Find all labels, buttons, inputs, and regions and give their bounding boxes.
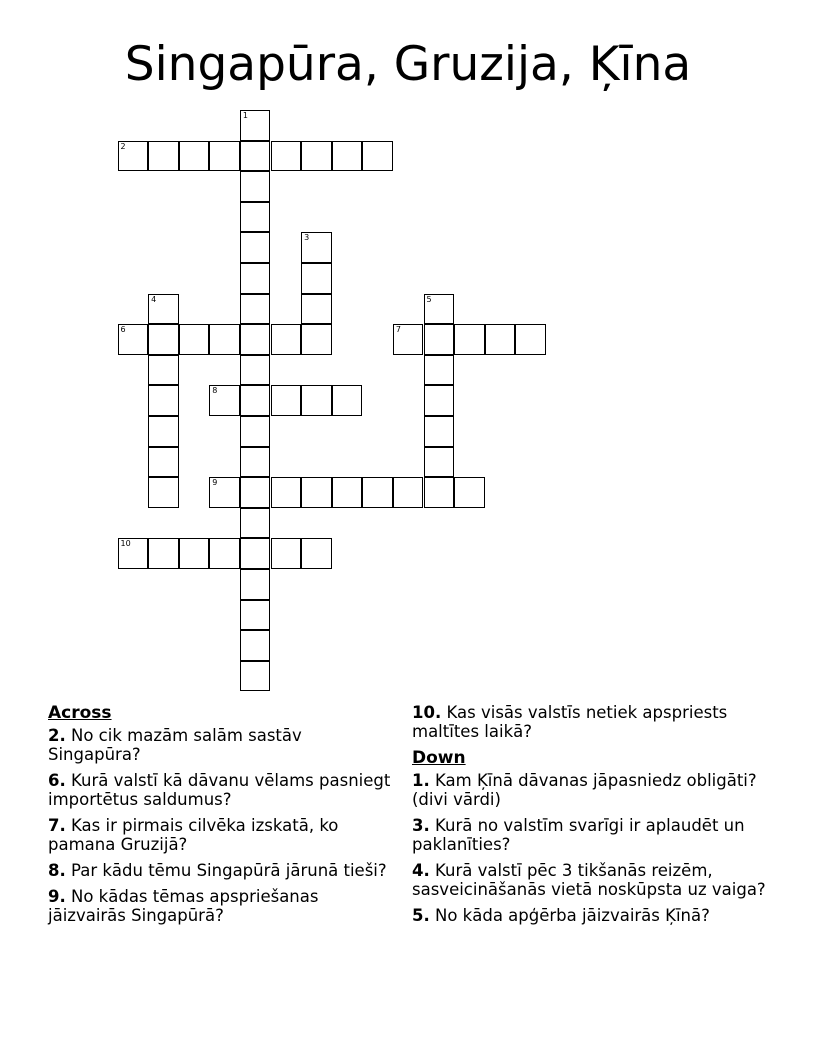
cell-number: 9 (212, 478, 218, 488)
grid-cell[interactable] (240, 171, 271, 202)
puzzle-title: Singapūra, Gruzija, Ķīna (124, 37, 692, 92)
cell-number: 2 (120, 141, 126, 151)
grid-cell[interactable] (148, 477, 179, 508)
clue-number: 9. (48, 887, 66, 906)
clue-text: Par kādu tēmu Singapūrā jārunā tieši? (71, 861, 387, 880)
grid-cell[interactable] (240, 232, 271, 263)
grid-cell[interactable] (424, 294, 455, 325)
grid-cell[interactable] (301, 324, 332, 355)
clue-across-7 (48, 816, 393, 854)
grid-cell[interactable] (332, 141, 363, 172)
grid-cell[interactable] (271, 324, 302, 355)
clue-number: 8. (48, 861, 66, 880)
grid-cell[interactable] (301, 232, 332, 263)
grid-cell[interactable] (148, 538, 179, 569)
grid-cell[interactable] (240, 324, 271, 355)
grid-cell[interactable] (209, 324, 240, 355)
grid-cell[interactable] (209, 141, 240, 172)
cell-number: 1 (242, 111, 248, 120)
grid-cell[interactable] (148, 324, 179, 355)
grid-cell[interactable] (209, 477, 240, 508)
clue-down-4 (412, 861, 772, 899)
clue-text: Kurā no valstīm svarīgi ir aplaudēt un paklanīties? (412, 816, 745, 854)
cell-number: 5 (426, 294, 432, 304)
grid-cell[interactable] (454, 477, 485, 508)
grid-cell[interactable] (209, 385, 240, 416)
grid-cell[interactable] (271, 477, 302, 508)
grid-cell[interactable] (240, 202, 271, 233)
grid-cell[interactable] (240, 538, 271, 569)
cell-number: 3 (304, 233, 310, 243)
clue-number: 2. (48, 726, 66, 745)
grid-cell[interactable] (424, 385, 455, 416)
cell-number: 6 (120, 325, 126, 335)
grid-cell[interactable] (271, 538, 302, 569)
clue-text: No kāda apģērba jāizvairās Ķīnā? (435, 906, 710, 925)
grid-cell[interactable] (118, 538, 149, 569)
clue-number: 7. (48, 816, 66, 835)
clue-number: 5. (412, 906, 430, 925)
clue-down-5 (412, 906, 772, 925)
grid-cell[interactable] (240, 141, 271, 172)
cell-number: 7 (395, 325, 401, 335)
across-heading: Across (48, 703, 112, 723)
grid-cell[interactable] (148, 416, 179, 447)
clue-number: 3. (412, 816, 430, 835)
grid-cell[interactable] (148, 141, 179, 172)
clue-text: Kurā valstī pēc 3 tikšanās reizēm, sasveicināšanās vietā noskūpsta uz vaiga? (412, 861, 766, 899)
grid-cell[interactable] (301, 538, 332, 569)
cell-number: 10 (120, 539, 131, 549)
grid-cell[interactable] (240, 661, 271, 692)
cell-number: 4 (151, 294, 157, 304)
clue-text: Kas ir pirmais cilvēka izskatā, ko pamana Gruzijā? (48, 816, 339, 854)
clue-number: 4. (412, 861, 430, 880)
clue-across-10 (412, 703, 772, 741)
grid-cell[interactable] (240, 508, 271, 539)
grid-cell[interactable] (179, 141, 210, 172)
grid-cell[interactable] (118, 324, 149, 355)
grid-cell[interactable] (240, 569, 271, 600)
grid-cell[interactable] (332, 385, 363, 416)
grid-cell[interactable] (148, 385, 179, 416)
grid-cell[interactable] (424, 447, 455, 478)
grid-cell[interactable] (240, 355, 271, 386)
clues-column-right (412, 703, 772, 932)
grid-cell[interactable] (179, 324, 210, 355)
clue-number: 10. (412, 703, 442, 722)
clue-text: Kas visās valstīs netiek apspriests maltītes laikā? (412, 703, 728, 741)
grid-cell[interactable] (148, 294, 179, 325)
clue-number: 6. (48, 771, 66, 790)
grid-cell[interactable] (240, 416, 271, 447)
clue-across-6 (48, 771, 393, 809)
grid-cell[interactable] (240, 477, 271, 508)
clue-down-1 (412, 771, 772, 809)
clue-text: No kādas tēmas apspriešanas jāizvairās Singapūrā? (48, 887, 319, 925)
grid-cell[interactable] (240, 630, 271, 661)
grid-cell[interactable] (301, 263, 332, 294)
grid-cell[interactable] (301, 141, 332, 172)
grid-cell[interactable] (424, 355, 455, 386)
clue-text: No cik mazām salām sastāv Singapūra? (48, 726, 302, 764)
cell-number: 8 (212, 386, 218, 396)
grid-cell[interactable] (301, 385, 332, 416)
grid-cell[interactable] (393, 477, 424, 508)
grid-cell[interactable] (362, 477, 393, 508)
grid-cell[interactable] (240, 447, 271, 478)
grid-cell[interactable] (485, 324, 516, 355)
clue-across-9 (48, 887, 393, 925)
grid-cell[interactable] (424, 416, 455, 447)
clues-column-left (48, 703, 393, 932)
clue-down-3 (412, 816, 772, 854)
down-heading: Down (412, 748, 466, 768)
grid-cell[interactable] (301, 477, 332, 508)
grid-cell[interactable] (515, 324, 546, 355)
grid-cell[interactable] (424, 324, 455, 355)
grid-cell[interactable] (332, 477, 363, 508)
grid-cell[interactable] (240, 385, 271, 416)
grid-cell[interactable] (301, 294, 332, 325)
clue-text: Kam Ķīnā dāvanas jāpasniedz obligāti? (divi vārdi) (412, 771, 757, 809)
grid-cell[interactable] (148, 355, 179, 386)
grid-cell[interactable] (118, 141, 149, 172)
grid-cell[interactable] (240, 294, 271, 325)
grid-cell[interactable] (454, 324, 485, 355)
grid-cell[interactable] (209, 538, 240, 569)
grid-cell[interactable] (240, 263, 271, 294)
grid-cell[interactable] (271, 141, 302, 172)
grid-cell[interactable] (148, 447, 179, 478)
clue-number: 1. (412, 771, 430, 790)
clue-text: Kurā valstī kā dāvanu vēlams pasniegt importētus saldumus? (48, 771, 391, 809)
grid-cell[interactable] (362, 141, 393, 172)
grid-cell[interactable] (179, 538, 210, 569)
grid-cell[interactable] (271, 385, 302, 416)
grid-cell[interactable] (240, 600, 271, 631)
grid-cell[interactable] (240, 110, 271, 141)
clue-across-8 (48, 861, 393, 880)
grid-cell[interactable] (393, 324, 424, 355)
clue-across-2 (48, 726, 393, 764)
grid-cell[interactable] (424, 477, 455, 508)
